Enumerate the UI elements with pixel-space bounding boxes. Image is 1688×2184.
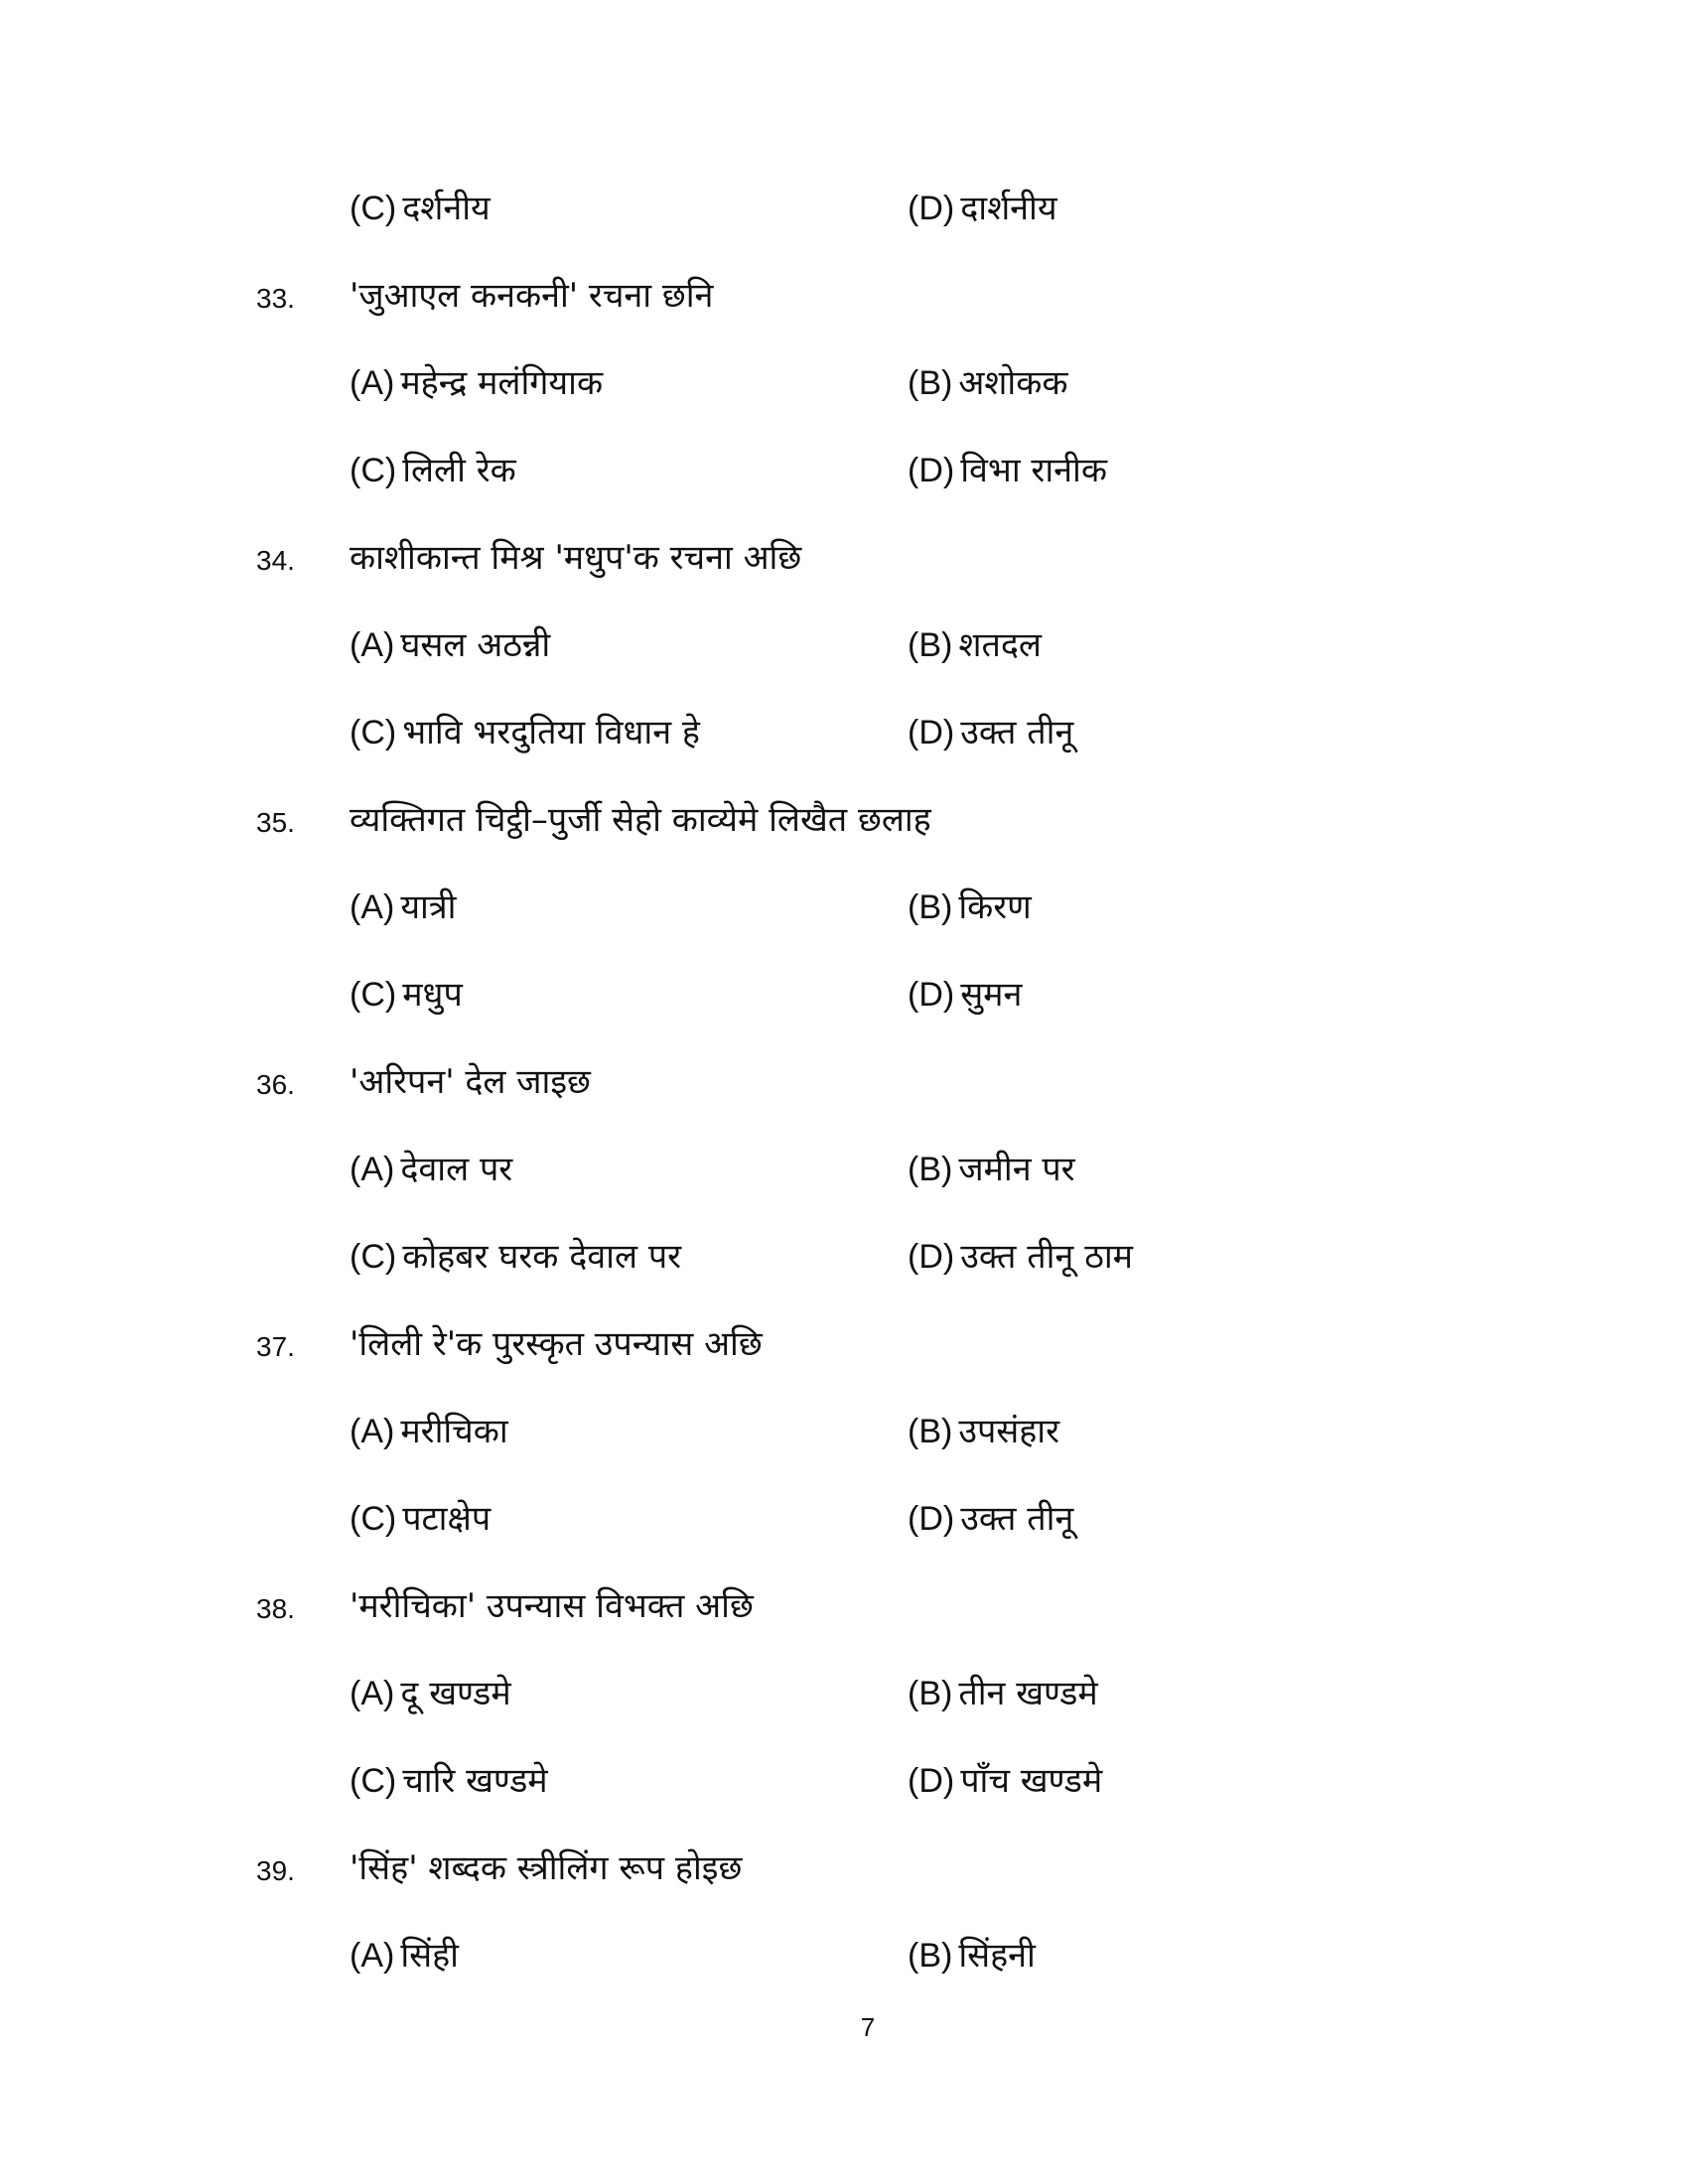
option-label: (B) [908, 364, 953, 402]
option-text: महेन्द्र मलंगियाक [400, 363, 604, 403]
option-text: विभा रानीक [960, 451, 1107, 490]
option-row [0, 356, 1688, 416]
question-text: काशीकान्त मिश्र 'मधुप'क रचना अछि [350, 538, 802, 578]
option-label: (D) [908, 1762, 955, 1800]
option-c [350, 444, 516, 497]
option-a [350, 1405, 508, 1458]
option-label: (A) [350, 1675, 395, 1712]
option-label: (A) [350, 1413, 395, 1450]
option-label: (B) [908, 1937, 953, 1975]
option-text: घसल अठन्नी [400, 625, 551, 665]
option-c [350, 182, 491, 235]
question-39 [0, 1842, 1688, 1901]
page-number: 7 [860, 2012, 876, 2042]
question-text: 'मरीचिका' उपन्यास विभक्त अछि [350, 1586, 754, 1626]
option-b [908, 1667, 1098, 1720]
option-text: अशोकक [958, 363, 1068, 403]
option-c [350, 706, 700, 759]
option-text: दर्शनीय [402, 189, 491, 228]
option-label: (C) [350, 1762, 397, 1800]
option-label: (C) [350, 714, 397, 751]
option-d [908, 1492, 1073, 1546]
option-b [908, 881, 1032, 934]
question-38 [0, 1579, 1688, 1639]
option-a [350, 356, 603, 410]
option-row [0, 1230, 1688, 1290]
option-a [350, 1929, 459, 1982]
option-b [908, 356, 1067, 410]
option-text: मरीचिका [400, 1412, 508, 1451]
option-text: देवाल पर [400, 1150, 513, 1189]
option-c [350, 1754, 548, 1808]
option-row [0, 968, 1688, 1027]
option-text: किरण [958, 887, 1032, 927]
question-number: 39. [256, 1855, 295, 1886]
question-text: 'सिंह' शब्दक स्त्रीलिंग रूप होइछ [350, 1848, 743, 1888]
question-35 [0, 793, 1688, 853]
option-label: (C) [350, 1238, 397, 1276]
option-label: (A) [350, 1937, 395, 1975]
option-text: उक्त तीनू [960, 1499, 1074, 1539]
option-text: उपसंहार [958, 1412, 1060, 1451]
option-b [908, 1143, 1075, 1196]
question-37 [0, 1317, 1688, 1377]
question-number: 35. [256, 807, 295, 838]
question-text: 'अरिपन' देल जाइछ [350, 1062, 591, 1102]
option-d [908, 706, 1073, 759]
question-text: व्यक्तिगत चिट्ठी–पुर्जी सेहो काव्येमे लिखैत छलाह [350, 800, 931, 840]
option-label: (A) [350, 1151, 395, 1188]
option-row [0, 444, 1688, 503]
option-row [0, 1754, 1688, 1814]
question-text: 'जुआएल कनकनी' रचना छनि [350, 276, 714, 316]
option-row [0, 881, 1688, 940]
option-d [908, 1230, 1133, 1284]
option-text: चारि खण्डमे [402, 1761, 548, 1801]
option-row [0, 182, 1688, 241]
option-b [908, 1405, 1059, 1458]
option-row [0, 618, 1688, 678]
option-label: (B) [908, 1151, 953, 1188]
option-text: उक्त तीनू ठाम [960, 1237, 1134, 1277]
question-number: 36. [256, 1069, 295, 1100]
option-text: कोहबर घरक देवाल पर [402, 1237, 682, 1277]
option-text: सुमन [960, 975, 1023, 1015]
option-label: (D) [908, 1238, 955, 1276]
option-label: (B) [908, 888, 953, 926]
option-text: यात्री [400, 887, 457, 927]
option-a [350, 618, 550, 672]
option-c [350, 1492, 491, 1546]
question-text: 'लिली रे'क पुरस्कृत उपन्यास अछि [350, 1324, 763, 1364]
question-34 [0, 531, 1688, 591]
option-d [908, 1754, 1102, 1808]
option-text: दू खण्डमे [400, 1674, 511, 1713]
option-c [350, 968, 463, 1022]
option-d [908, 968, 1022, 1022]
option-label: (C) [350, 452, 397, 489]
option-text: पाँच खण्डमे [960, 1761, 1103, 1801]
option-label: (D) [908, 714, 955, 751]
option-a [350, 1143, 512, 1196]
option-label: (D) [908, 452, 955, 489]
option-text: सिंही [400, 1936, 459, 1976]
option-text: दार्शनीय [960, 189, 1057, 228]
option-label: (A) [350, 888, 395, 926]
option-label: (A) [350, 626, 395, 664]
option-b [908, 1929, 1036, 1982]
option-row [0, 1929, 1688, 1988]
option-a [350, 1667, 511, 1720]
option-text: जमीन पर [958, 1150, 1075, 1189]
option-text: पटाक्षेप [402, 1499, 492, 1539]
option-label: (C) [350, 1500, 397, 1538]
option-label: (C) [350, 190, 397, 227]
option-b [908, 618, 1042, 672]
question-number: 38. [256, 1593, 295, 1624]
option-label: (C) [350, 976, 397, 1014]
option-row [0, 1667, 1688, 1726]
option-text: शतदल [958, 625, 1042, 665]
option-text: लिली रेक [402, 451, 516, 490]
option-label: (D) [908, 190, 955, 227]
question-number: 33. [256, 283, 295, 314]
option-label: (B) [908, 626, 953, 664]
option-label: (A) [350, 364, 395, 402]
option-label: (D) [908, 1500, 955, 1538]
option-text: भावि भरदुतिया विधान हे [402, 713, 700, 752]
option-row [0, 1405, 1688, 1464]
option-row [0, 1492, 1688, 1552]
option-label: (B) [908, 1675, 953, 1712]
option-text: मधुप [402, 975, 463, 1015]
option-c [350, 1230, 681, 1284]
option-text: तीन खण्डमे [958, 1674, 1098, 1713]
option-label: (B) [908, 1413, 953, 1450]
option-d [908, 444, 1107, 497]
question-number: 37. [256, 1331, 295, 1362]
question-33 [0, 269, 1688, 329]
option-d [908, 182, 1057, 235]
question-36 [0, 1055, 1688, 1115]
question-number: 34. [256, 545, 295, 576]
option-row [0, 1143, 1688, 1202]
option-text: सिंहनी [958, 1936, 1036, 1976]
option-label: (D) [908, 976, 955, 1014]
option-row [0, 706, 1688, 765]
option-text: उक्त तीनू [960, 713, 1074, 752]
option-a [350, 881, 456, 934]
